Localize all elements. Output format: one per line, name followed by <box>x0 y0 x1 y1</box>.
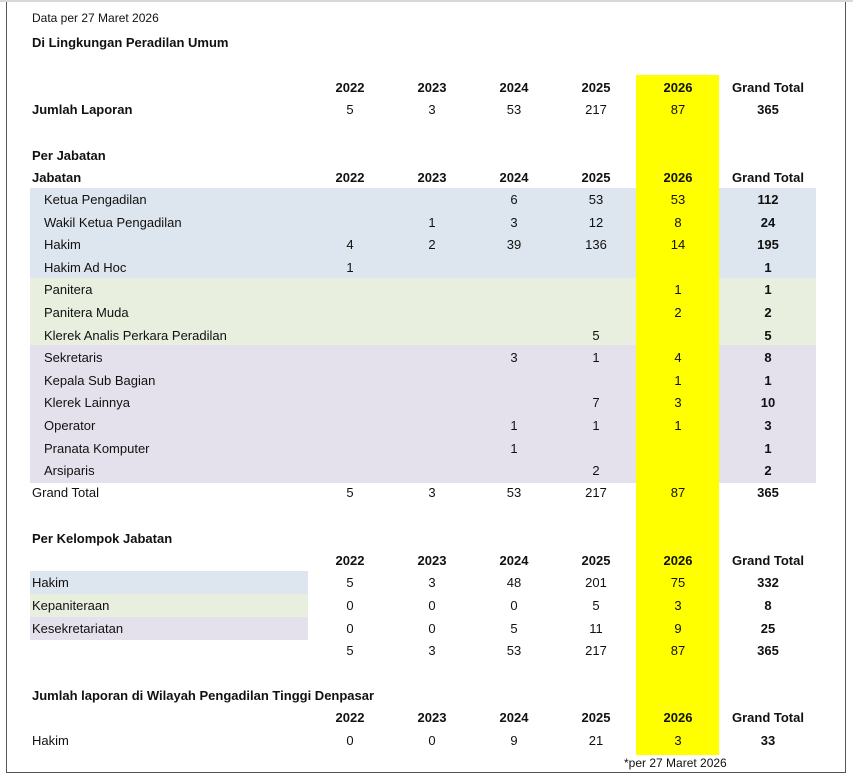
jumlah-laporan-row-cell-3: 217 <box>585 102 607 117</box>
jabatan-row <box>0 212 853 234</box>
jumlah-laporan-row-cell-5: 365 <box>757 102 779 117</box>
kelompok-row-cell-1: 3 <box>428 575 436 590</box>
jabatan-row-label: Pranata Komputer <box>44 440 150 456</box>
jabatan-row-cell-3: 53 <box>588 192 604 207</box>
jabatan-row <box>0 189 853 211</box>
footnote: *per 27 Maret 2026 <box>624 756 727 770</box>
jabatan-row-label: Ketua Pengadilan <box>44 192 147 207</box>
jabatan-row-cell-5: 3 <box>764 418 772 433</box>
kelompok-total-row <box>0 640 853 662</box>
jabatan-row-cell-4: 3 <box>674 395 682 411</box>
jabatan-row-cell-5: 10 <box>760 395 776 411</box>
kelompok-total-row-cell-4: 87 <box>670 643 686 658</box>
jabatan-row-cell-3: 2 <box>592 463 600 479</box>
kelompok-row-cell-2: 5 <box>510 621 518 636</box>
header-row-summary-cell-3: 2025 <box>581 80 611 95</box>
header-row-kelompok-cell-4: 2026 <box>663 553 693 568</box>
jabatan-row-label: Operator <box>44 418 96 433</box>
jabatan-row-label: Sekretaris <box>44 350 103 366</box>
jabatan-row-cell-5: 2 <box>764 463 772 479</box>
header-row-summary-cell-0: 2022 <box>335 80 365 95</box>
jabatan-row <box>0 325 853 347</box>
jabatan-total-row-cell-2: 53 <box>506 485 522 500</box>
jabatan-row <box>0 460 853 482</box>
kelompok-row-cell-5: 25 <box>760 621 776 636</box>
header-row-wilayah-cell-5: Grand Total <box>732 710 804 725</box>
jabatan-total-row-cell-1: 3 <box>428 485 436 500</box>
header-row-jabatan-cell-2: 2024 <box>499 170 529 185</box>
jabatan-row-cell-5: 195 <box>757 237 779 253</box>
header-row-wilayah-cell-4: 2026 <box>663 710 693 725</box>
kelompok-row-cell-0: 5 <box>346 575 354 590</box>
jabatan-row-cell-1: 1 <box>428 214 436 230</box>
wilayah-row-cell-3: 21 <box>588 733 604 748</box>
jabatan-row-cell-3: 12 <box>588 214 604 230</box>
kelompok-total-row-cell-5: 365 <box>757 643 779 658</box>
kelompok-row-cell-1: 0 <box>428 621 436 636</box>
jumlah-laporan-row-cell-2: 53 <box>506 102 522 117</box>
jabatan-row-cell-0: 1 <box>346 259 354 275</box>
kelompok-row-cell-3: 11 <box>589 621 603 636</box>
jabatan-total-row-cell-3: 217 <box>585 485 607 500</box>
jabatan-row-cell-3: 136 <box>585 237 607 253</box>
jabatan-row <box>0 438 853 460</box>
kelompok-row-cell-3: 201 <box>585 575 607 590</box>
header-row-wilayah-cell-0: 2022 <box>335 710 365 725</box>
kelompok-row-cell-5: 332 <box>757 575 779 590</box>
header-row-wilayah <box>0 707 853 729</box>
jabatan-row <box>0 370 853 392</box>
header-row-jabatan-label: Jabatan <box>32 170 82 185</box>
jabatan-row-label: Klerek Lainnya <box>44 395 130 411</box>
jumlah-laporan-row-cell-1: 3 <box>428 102 436 117</box>
wilayah-row-cell-2: 9 <box>510 733 518 748</box>
jabatan-row-cell-2: 6 <box>510 192 518 207</box>
jumlah-laporan-row-cell-4: 87 <box>670 102 686 117</box>
header-row-kelompok-cell-2: 2024 <box>499 553 529 568</box>
jabatan-total-row-cell-5: 365 <box>757 485 779 500</box>
jabatan-row-cell-3: 1 <box>592 350 600 366</box>
jabatan-row <box>0 415 853 437</box>
kelompok-row-cell-4: 9 <box>674 621 682 636</box>
header-row-wilayah-cell-3: 2025 <box>581 710 611 725</box>
jabatan-row-cell-5: 1 <box>764 282 772 298</box>
kelompok-row-cell-4: 75 <box>670 575 686 590</box>
header-row-wilayah-cell-1: 2023 <box>417 710 447 725</box>
jabatan-row-label: Klerek Analis Perkara Peradilan <box>44 327 227 343</box>
jabatan-row-cell-3: 7 <box>592 395 600 411</box>
jabatan-row <box>0 257 853 279</box>
jabatan-row-label: Panitera <box>44 282 93 298</box>
jabatan-total-row <box>0 482 853 504</box>
header-row-summary-cell-2: 2024 <box>499 80 529 95</box>
jabatan-row-cell-2: 1 <box>510 440 518 456</box>
jabatan-row <box>0 302 853 324</box>
kelompok-row-label: Kepaniteraan <box>32 598 110 613</box>
jabatan-total-row-cell-0: 5 <box>346 485 354 500</box>
jabatan-row-cell-2: 1 <box>510 418 518 433</box>
kelompok-row-cell-2: 0 <box>510 598 518 613</box>
kelompok-row <box>0 572 853 594</box>
jabatan-row-label: Panitera Muda <box>44 305 129 320</box>
jabatan-row-cell-4: 1 <box>674 282 682 298</box>
kelompok-row-cell-1: 0 <box>428 598 436 613</box>
wilayah-row-label: Hakim <box>32 733 69 748</box>
jabatan-row-cell-5: 5 <box>764 327 772 343</box>
jabatan-row-cell-3: 1 <box>592 418 600 433</box>
header-row-kelompok-cell-3: 2025 <box>581 553 611 568</box>
per-kelompok-title: Per Kelompok Jabatan <box>32 531 173 546</box>
header-row-kelompok-cell-0: 2022 <box>335 553 365 568</box>
jabatan-row-cell-4: 1 <box>674 418 682 433</box>
jumlah-laporan-row-cell-0: 5 <box>346 102 354 117</box>
jabatan-row-cell-3: 5 <box>592 327 600 343</box>
scope-title: Di Lingkungan Peradilan Umum <box>32 35 229 50</box>
jabatan-total-row-cell-4: 87 <box>670 485 686 500</box>
wilayah-row <box>0 730 853 752</box>
header-row-jabatan-cell-4: 2026 <box>663 170 693 185</box>
jabatan-row-cell-2: 39 <box>506 237 522 253</box>
jabatan-row-cell-5: 24 <box>760 214 776 230</box>
jabatan-row-cell-2: 3 <box>510 214 518 230</box>
kelompok-row-cell-0: 0 <box>346 621 354 636</box>
jabatan-row-cell-4: 2 <box>674 305 682 320</box>
jabatan-row-cell-5: 1 <box>764 372 772 388</box>
kelompok-row <box>0 618 853 640</box>
jabatan-row-label: Hakim Ad Hoc <box>44 259 127 275</box>
jabatan-row-cell-5: 112 <box>757 192 779 207</box>
wilayah-row-cell-1: 0 <box>428 733 436 748</box>
wilayah-row-cell-4: 3 <box>674 733 682 748</box>
jumlah-laporan-row <box>0 99 853 121</box>
jabatan-row-cell-5: 1 <box>764 259 772 275</box>
date-line: Data per 27 Maret 2026 <box>32 11 159 25</box>
jabatan-row-cell-4: 53 <box>670 192 686 207</box>
jabatan-row-label: Arsiparis <box>44 463 95 479</box>
jumlah-laporan-row-label: Jumlah Laporan <box>32 102 133 117</box>
jabatan-row-cell-2: 3 <box>510 350 518 366</box>
jabatan-row-cell-4: 1 <box>674 372 682 388</box>
header-row-kelompok-cell-5: Grand Total <box>732 553 804 568</box>
jabatan-row-label: Wakil Ketua Pengadilan <box>44 214 182 230</box>
jabatan-row-cell-5: 2 <box>764 305 772 320</box>
kelompok-total-row-cell-3: 217 <box>585 643 607 658</box>
wilayah-denpasar-title: Jumlah laporan di Wilayah Pengadilan Tinggi Denpasar <box>32 688 375 703</box>
kelompok-row-cell-4: 3 <box>674 598 682 613</box>
jabatan-total-row-label: Grand Total <box>32 485 99 500</box>
jabatan-row-cell-0: 4 <box>346 237 354 253</box>
kelompok-total-row-cell-1: 3 <box>428 643 436 658</box>
jabatan-row-label: Kepala Sub Bagian <box>44 372 156 388</box>
jabatan-row-cell-4: 4 <box>674 350 682 366</box>
jabatan-row-cell-5: 1 <box>764 440 772 456</box>
wilayah-row-cell-5: 33 <box>760 733 776 748</box>
jabatan-row-cell-4: 14 <box>670 237 686 253</box>
jabatan-row <box>0 347 853 369</box>
header-row-jabatan-cell-0: 2022 <box>335 170 365 185</box>
header-row-jabatan <box>0 167 853 189</box>
kelompok-row-cell-0: 0 <box>346 598 354 613</box>
header-row-jabatan-cell-5: Grand Total <box>732 170 804 185</box>
jabatan-row <box>0 279 853 301</box>
header-row-summary-cell-5: Grand Total <box>732 80 804 95</box>
header-row-summary <box>0 77 853 99</box>
kelompok-row-cell-2: 48 <box>506 575 522 590</box>
kelompok-total-row-cell-0: 5 <box>346 643 354 658</box>
header-row-summary-cell-1: 2023 <box>417 80 447 95</box>
jabatan-row <box>0 392 853 414</box>
header-row-kelompok <box>0 550 853 572</box>
wilayah-row-cell-0: 0 <box>346 733 354 748</box>
kelompok-row <box>0 595 853 617</box>
jabatan-row-label: Hakim <box>44 237 81 253</box>
header-row-jabatan-cell-3: 2025 <box>581 170 611 185</box>
header-row-summary-cell-4: 2026 <box>663 80 693 95</box>
jabatan-row-cell-1: 2 <box>428 237 436 253</box>
header-row-jabatan-cell-1: 2023 <box>417 170 447 185</box>
kelompok-total-row-cell-2: 53 <box>506 643 522 658</box>
header-row-wilayah-cell-2: 2024 <box>499 710 529 725</box>
jabatan-row-cell-5: 8 <box>764 350 772 366</box>
per-jabatan-title: Per Jabatan <box>32 148 106 163</box>
jabatan-row <box>0 234 853 256</box>
kelompok-row-label: Kesekretariatan <box>32 621 124 636</box>
kelompok-row-label: Hakim <box>32 575 69 590</box>
kelompok-row-cell-3: 5 <box>592 598 600 613</box>
kelompok-row-cell-5: 8 <box>764 598 772 613</box>
header-row-kelompok-cell-1: 2023 <box>417 553 447 568</box>
jabatan-row-cell-4: 8 <box>674 214 682 230</box>
